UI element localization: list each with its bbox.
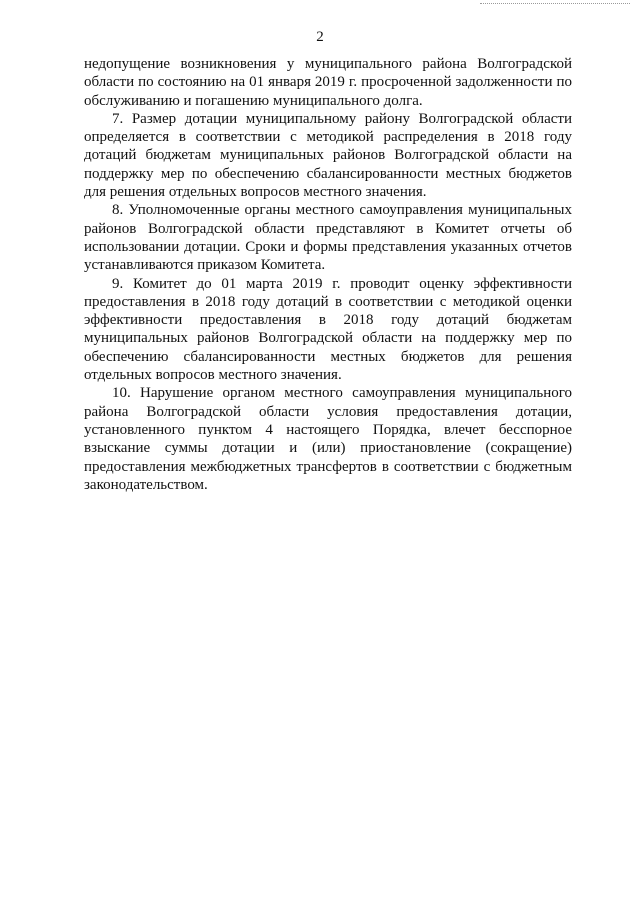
paragraph-continuation: недопущение возникновения у муниципального района Волгоградской области по состоянию на 01 января 2019 г. просроченной задолженности по обслуживанию и погашению муниципального долга. [84, 56, 572, 109]
document-body [84, 55, 572, 494]
paragraph-8: 8. Уполномоченные органы местного самоуправления муниципальных районов Волгоградской области представляют в Комитет отчеты об использовании дотации. Сроки и формы представления указанных отчетов устанавливаются приказом Комитета. [84, 202, 572, 274]
paragraph-7: 7. Размер дотации муниципальному району Волгоградской области определяется в соответствии с методикой распределения в 2018 году дотаций бюджетам муниципальных районов Волгоградской области на поддержку мер по обеспечению сбалансированности местных бюджетов для решения отдельных вопросов местного значения. [84, 110, 572, 201]
paragraph-10: 10. Нарушение органом местного самоуправления муниципального района Волгоградской области условия предоставления дотации, установленного пунктом 4 настоящего Порядка, влечет бесспорное взыскание суммы дотации и (или) приостановление (сокращение) предоставления межбюджетных трансфертов в соответствии с бюджетным законодательством. [84, 385, 572, 493]
paragraph-9: 9. Комитет до 01 марта 2019 г. проводит оценку эффективности предоставления в 2018 году дотаций в соответствии с методикой оценки эффективности предоставления в 2018 году дотаций бюджетам муниципальных районов Волгоградской области на поддержку мер по обеспечению сбалансированности местных бюджетов для решения отдельных вопросов местного значения. [84, 275, 572, 384]
page-number: 2 [316, 29, 324, 45]
scan-edge-mark [480, 0, 630, 4]
